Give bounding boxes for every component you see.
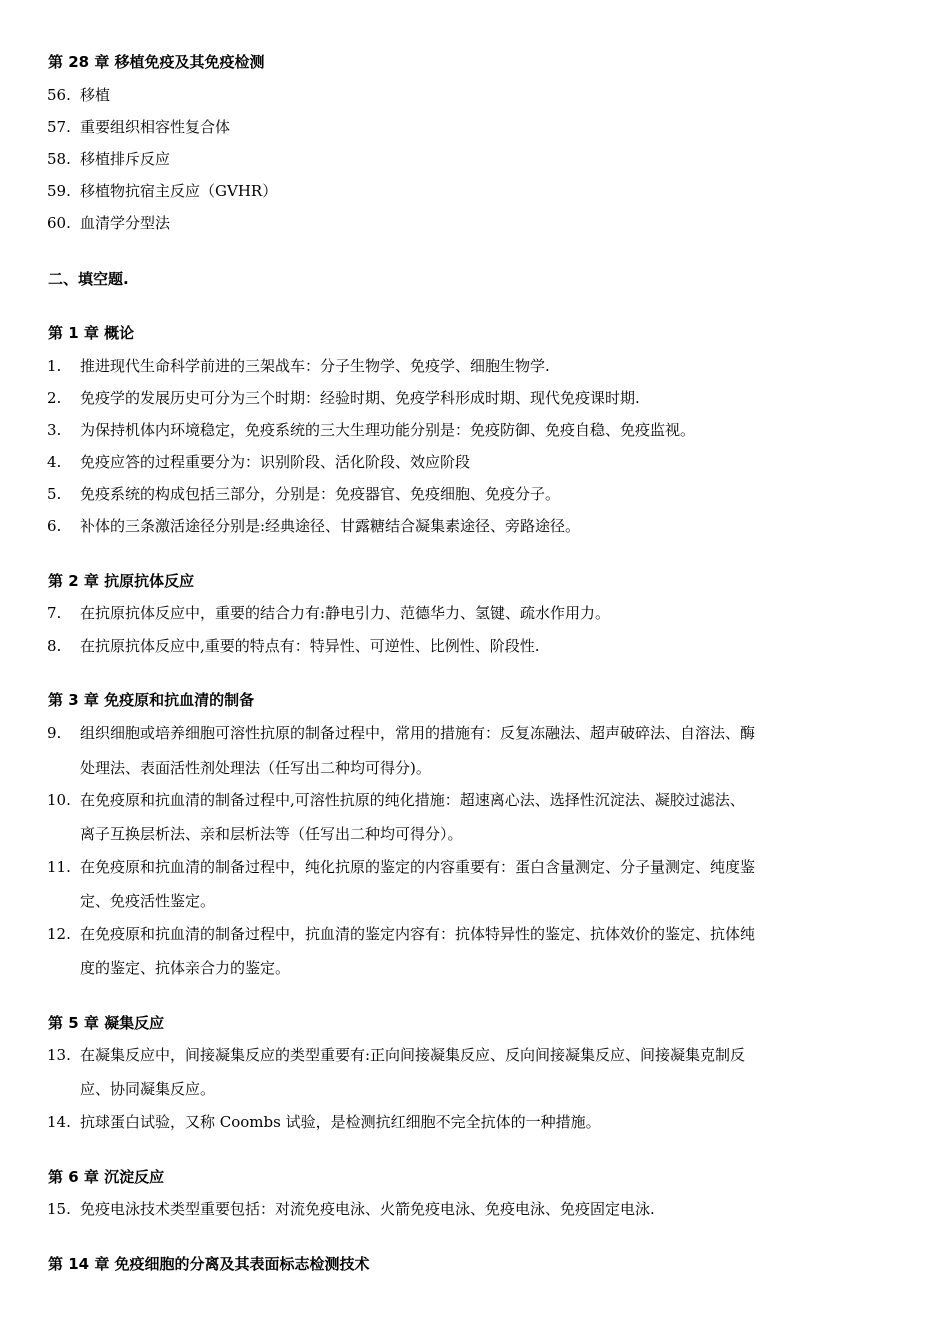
item-text: 移植排斥反应	[80, 150, 171, 168]
chapter-28-heading: 第 28 章 移植免疫及其免疫检测	[48, 53, 265, 71]
chapter-5-heading: 第 5 章 凝集反应	[48, 1014, 165, 1032]
item-text: 为保持机体内环境稳定，免疫系统的三大生理功能分别是：免疫防御、免疫自稳、免疫监视。	[80, 421, 696, 439]
item-text: 在免疫原和抗血清的制备过程中，抗血清的鉴定内容有：抗体特异性的鉴定、抗体效价的鉴定、抗体纯	[80, 925, 756, 943]
item-text: 移植物抗宿主反应（GVHR）	[80, 182, 278, 200]
item-number: 1.	[47, 357, 62, 375]
item-text: 在抗原抗体反应中，重要的结合力有:静电引力、范德华力、氢键、疏水作用力。	[80, 604, 611, 622]
item-text: 重要组织相容性复合体	[80, 118, 231, 136]
item-number: 9.	[47, 724, 62, 742]
item-text-continued: 应、协同凝集反应。	[80, 1080, 216, 1098]
item-text: 免疫应答的过程重要分为：识别阶段、活化阶段、效应阶段	[80, 453, 471, 471]
item-number: 13.	[47, 1046, 71, 1064]
item-text: 在免疫原和抗血清的制备过程中,可溶性抗原的纯化措施：超速离心法、选择性沉淀法、凝胶过滤法、	[80, 791, 745, 809]
item-text-continued: 离子互换层析法、亲和层析法等（任写出二种均可得分）。	[80, 825, 463, 843]
item-text: 在抗原抗体反应中,重要的特点有：特异性、可逆性、比例性、阶段性.	[80, 637, 540, 655]
item-number: 59.	[47, 182, 71, 200]
chapter-2-heading: 第 2 章 抗原抗体反应	[48, 572, 195, 590]
item-text-continued: 定、免疫活性鉴定。	[80, 892, 216, 910]
item-number: 5.	[47, 485, 62, 503]
item-text: 免疫学的发展历史可分为三个时期：经验时期、免疫学科形成时期、现代免疫课时期.	[80, 389, 640, 407]
item-number: 12.	[47, 925, 71, 943]
item-text: 组织细胞或培养细胞可溶性抗原的制备过程中，常用的措施有：反复冻融法、超声破碎法、自溶法、酶	[80, 724, 756, 742]
item-text: 在凝集反应中，间接凝集反应的类型重要有:正向间接凝集反应、反向间接凝集反应、间接凝集克制反	[80, 1046, 746, 1064]
item-text: 在免疫原和抗血清的制备过程中，纯化抗原的鉴定的内容重要有：蛋白含量测定、分子量测定、纯度鉴	[80, 858, 756, 876]
item-number: 10.	[47, 791, 71, 809]
chapter-6-heading: 第 6 章 沉淀反应	[48, 1168, 165, 1186]
item-number: 56.	[47, 86, 71, 104]
item-text-continued: 处理法、表面活性剂处理法（任写出二种均可得分)。	[80, 759, 431, 777]
item-text: 免疫电泳技术类型重要包括：对流免疫电泳、火箭免疫电泳、免疫电泳、免疫固定电泳.	[80, 1200, 655, 1218]
item-text: 推进现代生命科学前进的三架战车：分子生物学、免疫学、细胞生物学.	[80, 357, 550, 375]
item-number: 58.	[47, 150, 71, 168]
item-text: 血清学分型法	[80, 214, 171, 232]
item-number: 3.	[47, 421, 62, 439]
chapter-14-heading: 第 14 章 免疫细胞的分离及其表面标志检测技术	[48, 1255, 370, 1273]
item-number: 8.	[47, 637, 62, 655]
chapter-3-heading: 第 3 章 免疫原和抗血清的制备	[48, 691, 255, 709]
item-number: 11.	[47, 858, 71, 876]
item-number: 7.	[47, 604, 62, 622]
item-number: 15.	[47, 1200, 71, 1218]
chapter-1-heading: 第 1 章 概论	[48, 324, 135, 342]
item-text: 抗球蛋白试验，又称 Coombs 试验，是检测抗红细胞不完全抗体的一种措施。	[80, 1113, 601, 1131]
item-number: 14.	[47, 1113, 71, 1131]
item-number: 57.	[47, 118, 71, 136]
section-title: 二、填空题.	[48, 270, 129, 288]
item-text: 移植	[80, 86, 111, 104]
item-number: 2.	[47, 389, 62, 407]
item-number: 60.	[47, 214, 71, 232]
item-text: 补体的三条激活途径分别是:经典途径、甘露糖结合凝集素途径、旁路途径。	[80, 517, 581, 535]
item-text-continued: 度的鉴定、抗体亲合力的鉴定。	[80, 959, 291, 977]
item-number: 6.	[47, 517, 62, 535]
item-number: 4.	[47, 453, 62, 471]
item-text: 免疫系统的构成包括三部分，分别是：免疫器官、免疫细胞、免疫分子。	[80, 485, 561, 503]
